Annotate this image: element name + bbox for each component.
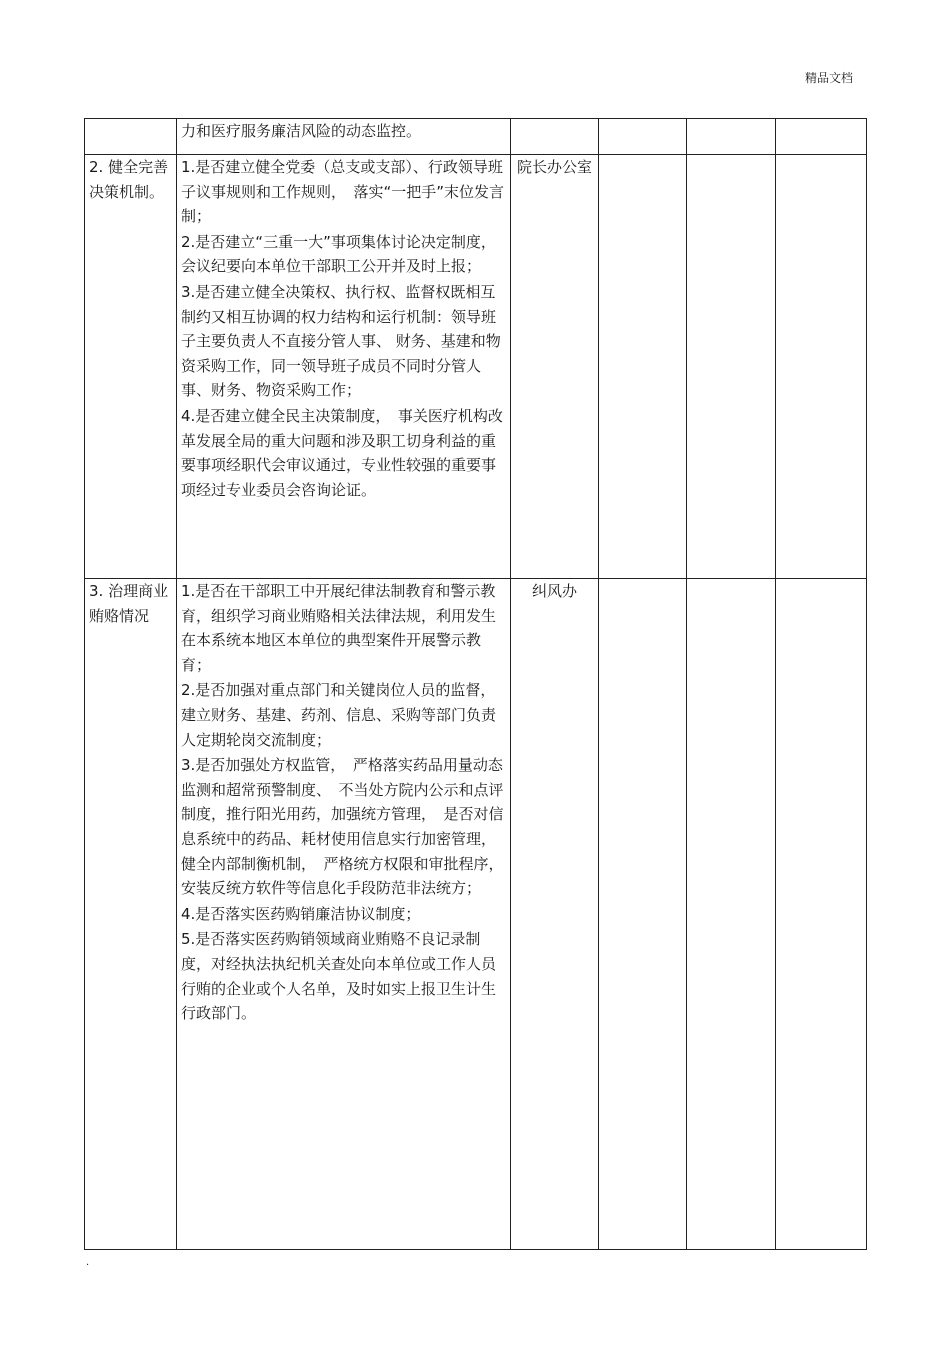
content-paragraph: 3.是否加强处方权监管， 严格落实药品用量动态监测和超常预警制度、 不当处方院内公示和点评制度，推行阳光用药，加强统方管理， 是否对信息系统中的药品、耗材使用信息实行加密管理，健全内部制衡机制， 严格统方权限和审批程序，安装反统方软件等信息化手段防范非法统方；	[181, 756, 504, 898]
item-cell: 3. 治理商业贿赂情况	[85, 579, 177, 1250]
content-cell	[177, 119, 511, 155]
item-cell	[85, 119, 177, 155]
content-paragraph: 1.是否建立健全党委（总支或支部）、行政领导班子议事规则和工作规则， 落实“一把手”末位发言制；	[181, 158, 505, 226]
department-cell: 纠风办	[511, 579, 599, 1250]
content-paragraph: 4.是否落实医药购销廉洁协议制度；	[181, 904, 421, 923]
content-paragraph: 4.是否建立健全民主决策制度， 事关医疗机构改革发展全局的重大问题和涉及职工切身利益的重要事项经职代会审议通过，专业性较强的重要事项经过专业委员会咨询论证。	[181, 406, 503, 499]
content-paragraph: 力和医疗服务廉洁风险的动态监控。	[181, 122, 422, 140]
empty-cell	[599, 579, 687, 1250]
empty-cell	[776, 579, 867, 1250]
empty-cell	[687, 119, 776, 155]
table-row	[85, 119, 867, 155]
content-cell	[177, 155, 511, 579]
content-paragraph: 5.是否落实医药购销领域商业贿赂不良记录制度，对经执法执纪机关查处向本单位或工作人员行贿的企业或个人名单，及时如实上报卫生计生行政部门。	[181, 930, 497, 1023]
empty-cell	[599, 119, 687, 155]
content-cell	[177, 579, 511, 1250]
empty-cell	[776, 119, 867, 155]
department-cell: 院长办公室	[511, 155, 599, 579]
content-paragraph: 2.是否建立“三重一大”事项集体讨论决定制度，会议纪要向本单位干部职工公开并及时上报；	[181, 232, 496, 276]
empty-cell	[599, 155, 687, 579]
department-cell	[511, 119, 599, 155]
table-row	[85, 155, 867, 579]
item-cell: 2. 健全完善决策机制。	[85, 155, 177, 579]
empty-cell	[687, 155, 776, 579]
header-watermark-text: 精品文档	[805, 71, 854, 85]
content-paragraph: 3.是否建立健全决策权、执行权、监督权既相互制约又相互协调的权力结构和运行机制：领导班子主要负责人不直接分管人事、 财务、基建和物资采购工作，同一领导班子成员不同时分管人事、财务、物资采购工作；	[181, 282, 501, 400]
content-paragraph: 2.是否加强对重点部门和关键岗位人员的监督，建立财务、基建、药剂、信息、采购等部门负责人定期轮岗交流制度；	[181, 681, 497, 749]
table-row	[85, 579, 867, 1250]
empty-cell	[687, 579, 776, 1250]
content-paragraph: 1.是否在干部职工中开展纪律法制教育和警示教育，组织学习商业贿赂相关法律法规，利用发生在本系统本地区本单位的典型案件开展警示教育；	[181, 582, 497, 674]
inspection-table	[84, 118, 867, 1250]
footer-dot: .	[86, 1257, 90, 1268]
empty-cell	[776, 155, 867, 579]
